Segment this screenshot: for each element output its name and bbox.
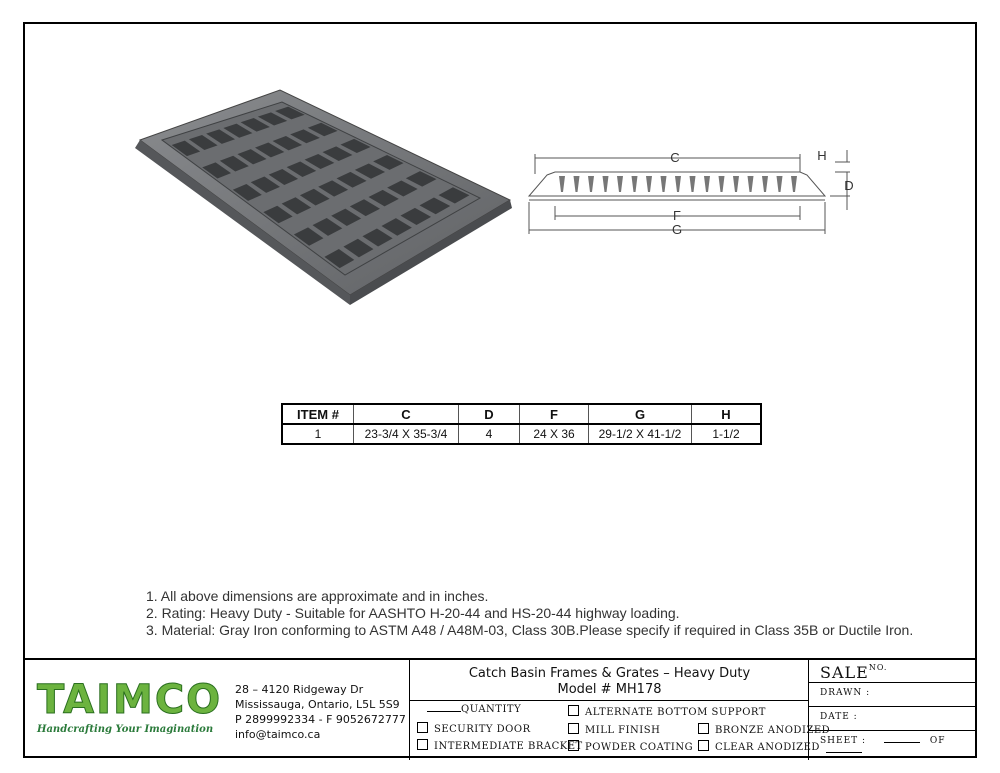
option-label: MILL FINISH	[585, 725, 661, 736]
quantity-blank[interactable]	[427, 711, 461, 712]
note-item: 2. Rating: Heavy Duty - Suitable for AASHTO H-20-44 and HS-20-44 highway loading.	[146, 605, 680, 621]
table-header: G	[589, 404, 692, 424]
of-label: OF	[929, 736, 946, 746]
option-label: POWDER COATING	[585, 742, 694, 753]
checkbox[interactable]	[568, 723, 579, 734]
security-door-option[interactable]	[417, 722, 531, 735]
divider	[409, 660, 410, 760]
checkbox[interactable]	[698, 740, 709, 751]
checkbox[interactable]	[568, 705, 579, 716]
option-label: BRONZE ANODIZED	[715, 725, 831, 736]
table-header: D	[459, 404, 520, 424]
checkbox[interactable]	[417, 739, 428, 750]
notes	[146, 588, 913, 639]
table-cell: 1-1/2	[692, 424, 762, 444]
date-field[interactable]: DATE :	[820, 712, 858, 722]
checkbox[interactable]	[417, 722, 428, 733]
intermediate-bracket-option[interactable]	[417, 739, 583, 752]
sale-no-label: NO.	[868, 663, 888, 672]
model-number: Model # MH178	[557, 682, 662, 697]
table-cell: 29-1/2 X 41-1/2	[589, 424, 692, 444]
table-cell: 23-3/4 X 35-3/4	[354, 424, 459, 444]
dim-label-f: F	[673, 208, 681, 223]
divider	[409, 700, 809, 701]
checkbox[interactable]	[568, 740, 579, 751]
checkbox[interactable]	[698, 723, 709, 734]
address-line: Mississauga, Ontario, L5L 5S9	[235, 698, 400, 711]
table-cell: 4	[459, 424, 520, 444]
note-item: 1. All above dimensions are approximate and in inches.	[146, 588, 489, 604]
sale-label: SALE	[820, 663, 869, 682]
drawn-field[interactable]: DRAWN :	[820, 688, 871, 698]
logo-wordmark: TAIMCO	[37, 677, 223, 723]
dim-label-d: D	[844, 178, 854, 193]
mill-finish-option[interactable]	[568, 723, 660, 736]
dim-label-g: G	[671, 222, 683, 237]
option-label: ALTERNATE BOTTOM SUPPORT	[585, 707, 766, 718]
phone-line: P 2899992334 - F 9052672777	[235, 713, 406, 726]
sheet-blank[interactable]	[884, 742, 920, 743]
title-block	[23, 658, 977, 758]
cross-section-diagram	[525, 140, 870, 240]
table-header: F	[520, 404, 589, 424]
option-label: CLEAR ANODIZED	[715, 742, 820, 753]
of-blank[interactable]	[826, 752, 862, 753]
quantity-field[interactable]	[427, 704, 521, 715]
option-label: SECURITY DOOR	[434, 724, 531, 735]
dim-label-h: H	[817, 148, 827, 163]
table-header-row	[282, 404, 761, 424]
drawing-title	[411, 666, 808, 698]
title-line: Catch Basin Frames & Grates – Heavy Duty	[468, 666, 751, 681]
bronze-anodized-option[interactable]	[698, 723, 830, 736]
table-header: ITEM #	[282, 404, 354, 424]
company-address	[235, 682, 406, 742]
table-cell: 24 X 36	[520, 424, 589, 444]
table-header: C	[354, 404, 459, 424]
dimension-table	[281, 403, 762, 445]
note-item: 3. Material: Gray Iron conforming to ASTM A48 / A48M-03, Class 30B.Please specify if required in Class 35B or Ductile Iron.	[146, 622, 914, 638]
divider	[808, 706, 977, 707]
option-label: INTERMEDIATE BRACKET	[434, 741, 583, 752]
table-cell: 1	[282, 424, 354, 444]
table-header: H	[692, 404, 762, 424]
sheet-field[interactable]	[820, 736, 977, 756]
alternate-bottom-option[interactable]	[568, 705, 766, 718]
dim-label-c: C	[670, 150, 680, 165]
address-line: 28 – 4120 Ridgeway Dr	[235, 683, 364, 696]
grate-illustration	[120, 80, 520, 310]
sheet-label: SHEET :	[820, 736, 867, 746]
sale-number	[820, 663, 887, 682]
quantity-label: QUANTITY	[461, 704, 522, 715]
table-row	[282, 424, 761, 444]
logo-tagline: Handcrafting Your Imagination	[37, 724, 214, 735]
email-line: info@taimco.ca	[235, 728, 321, 741]
divider	[808, 682, 977, 683]
clear-anodized-option[interactable]	[698, 740, 820, 753]
divider	[808, 730, 977, 731]
powder-coating-option[interactable]	[568, 740, 693, 753]
company-logo	[37, 677, 223, 735]
